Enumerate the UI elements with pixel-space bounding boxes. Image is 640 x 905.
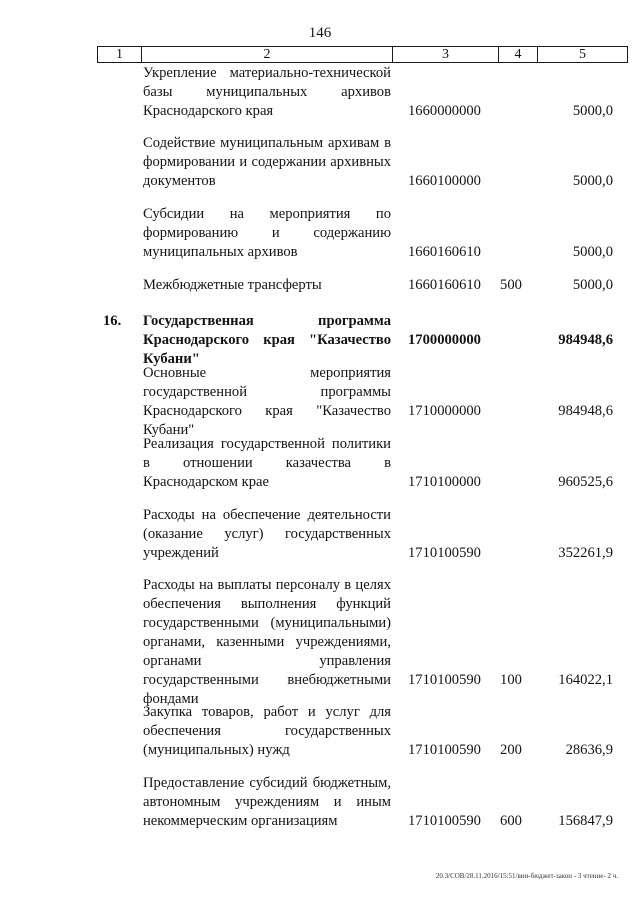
row-amount: 5000,0 xyxy=(572,244,613,260)
row-code: 1660160610 xyxy=(408,244,481,260)
page-number: 146 xyxy=(308,25,332,41)
row-amount: 984948,6 xyxy=(558,332,613,348)
row-amount: 960525,6 xyxy=(558,474,613,490)
row-code: 1710100590 xyxy=(408,813,481,829)
row-code: 1710100590 xyxy=(408,545,481,561)
row-code: 1700000000 xyxy=(408,332,481,348)
column-header-3: 3 xyxy=(393,47,499,63)
row-code: 1710000000 xyxy=(408,403,481,419)
column-header-4: 4 xyxy=(499,47,538,63)
row-name: Государственная программа Краснодарского края "Казачество Кубани" xyxy=(143,313,391,367)
row-name: Укрепление материально-технической базы муниципальных архивов Краснодарского края xyxy=(143,65,391,119)
column-header-5: 5 xyxy=(538,47,628,63)
column-header-1: 1 xyxy=(98,47,142,63)
row-name: Расходы на обеспечение деятельности (оказание услуг) государственных учреждений xyxy=(143,507,391,561)
column-header-2: 2 xyxy=(142,47,393,63)
row-code: 1660100000 xyxy=(408,173,481,189)
row-name: Реализация государственной политики в отношении казачества в Краснодарском крае xyxy=(143,436,391,490)
row-name: Закупка товаров, работ и услуг для обеспечения государственных (муниципальных) нужд xyxy=(143,704,391,758)
footer-doc-id: 20.3/СОВ/28.11.2016/15:51/вии-бюджет-закон - 3 чтение- 2 ч. xyxy=(435,872,618,880)
row-amount: 164022,1 xyxy=(558,672,613,688)
row-amount: 156847,9 xyxy=(558,813,613,829)
row-amount: 984948,6 xyxy=(558,403,613,419)
row-code: 1710100000 xyxy=(408,474,481,490)
row-code: 1710100590 xyxy=(408,742,481,758)
row-type: 100 xyxy=(500,672,522,688)
row-code: 1710100590 xyxy=(408,672,481,688)
row-code: 1660160610 xyxy=(408,277,481,293)
row-code: 1660000000 xyxy=(408,103,481,119)
row-amount: 5000,0 xyxy=(572,103,613,119)
row-name: Субсидии на мероприятия по формированию и содержанию муниципальных архивов xyxy=(143,206,391,260)
row-amount: 28636,9 xyxy=(565,742,613,758)
row-number: 16. xyxy=(103,313,122,329)
row-type: 600 xyxy=(500,813,522,829)
column-header-row xyxy=(97,46,628,63)
row-type: 500 xyxy=(500,277,522,293)
row-amount: 5000,0 xyxy=(572,277,613,293)
row-amount: 5000,0 xyxy=(572,173,613,189)
row-name: Расходы на выплаты персоналу в целях обеспечения выполнения функций государственными (муниципальными) органами, казенными учреждениями, органами управления государственными внебюджетными фондами xyxy=(143,577,391,707)
row-type: 200 xyxy=(500,742,522,758)
row-amount: 352261,9 xyxy=(558,545,613,561)
row-name: Предоставление субсидий бюджетным, автономным учреждениям и иным некоммерческим организациям xyxy=(143,775,391,829)
row-name: Содействие муниципальным архивам в формировании и содержании архивных документов xyxy=(143,135,391,189)
row-name: Основные мероприятия государственной программы Краснодарского края "Казачество Кубани" xyxy=(143,365,391,438)
row-name: Межбюджетные трансферты xyxy=(143,277,322,293)
